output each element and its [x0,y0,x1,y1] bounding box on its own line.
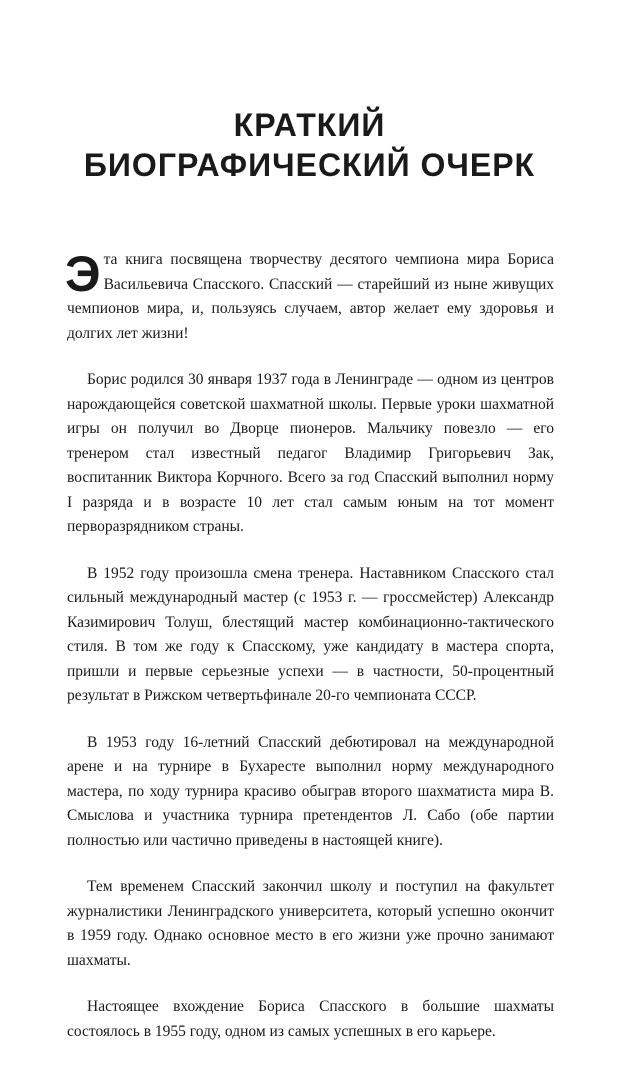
paragraph-6: Настоящее вхождение Бориса Спасского в большие шахматы состоялось в 1955 году, одном из самых успешных в его карьере. [67,998,554,1040]
paragraph-1 [67,248,554,346]
paragraph-3: В 1952 году произошла смена тренера. Наставником Спасского стал сильный международный мастер (с 1953 г. — гроссмейстер) Александр Казимирович Толуш, блестящий мастер комбинационно-тактического стиля. В том же году к Спасскому, уже кандидату в мастера спорта, пришли и первые серьезные успехи — в частности, 50-процентный результат в Рижском четвертьфинале 20-го чемпионата СССР. [67,564,554,704]
paragraph-4: В 1953 году 16-летний Спасский дебютировал на международной арене и на турнире в Бухаресте выполнил норму международного мастера, по ходу турнира красиво обыграв второго шахматиста мира В. Смыслова и участника турнира претендентов Л. Сабо (обе партии полностью или частично приведены в настоящей книге). [67,733,554,849]
chapter-title-line-2: БИОГРАФИЧЕСКИЙ ОЧЕРК [83,147,536,183]
paragraph-2: Борис родился 30 января 1937 года в Ленинграде — одном из центров нарождающейся советской шахматной школы. Первые уроки шахматной игры он получил во Дворце пионеров. Мальчику повезло — его тренером стал известный педагог Владимир Григорьевич Зак, воспитанник Виктора Корчного. Всего за год Спасский выполнил норму I разряда и в возрасте 10 лет стал самым юным на тот момент перворазрядником страны. [67,371,554,535]
chapter-body [67,248,554,1066]
chapter-title-line-1: КРАТКИЙ [233,107,386,143]
paragraph-5: Тем временем Спасский закончил школу и поступил на факультет журналистики Ленинградского университета, который успешно окончит в 1959 году. Однако основное место в его жизни уже прочно занимают шахматы. [67,878,554,969]
paragraph-1-text: та книга посвящена творчеству десятого чемпиона мира Бориса Васильевича Спасского. Спасский — старейший из ныне живущих чемпионов мира, и, пользуясь случаем, автор желает ему здоровья и долгих лет жизни! [67,251,554,342]
drop-cap: Э [65,246,101,302]
